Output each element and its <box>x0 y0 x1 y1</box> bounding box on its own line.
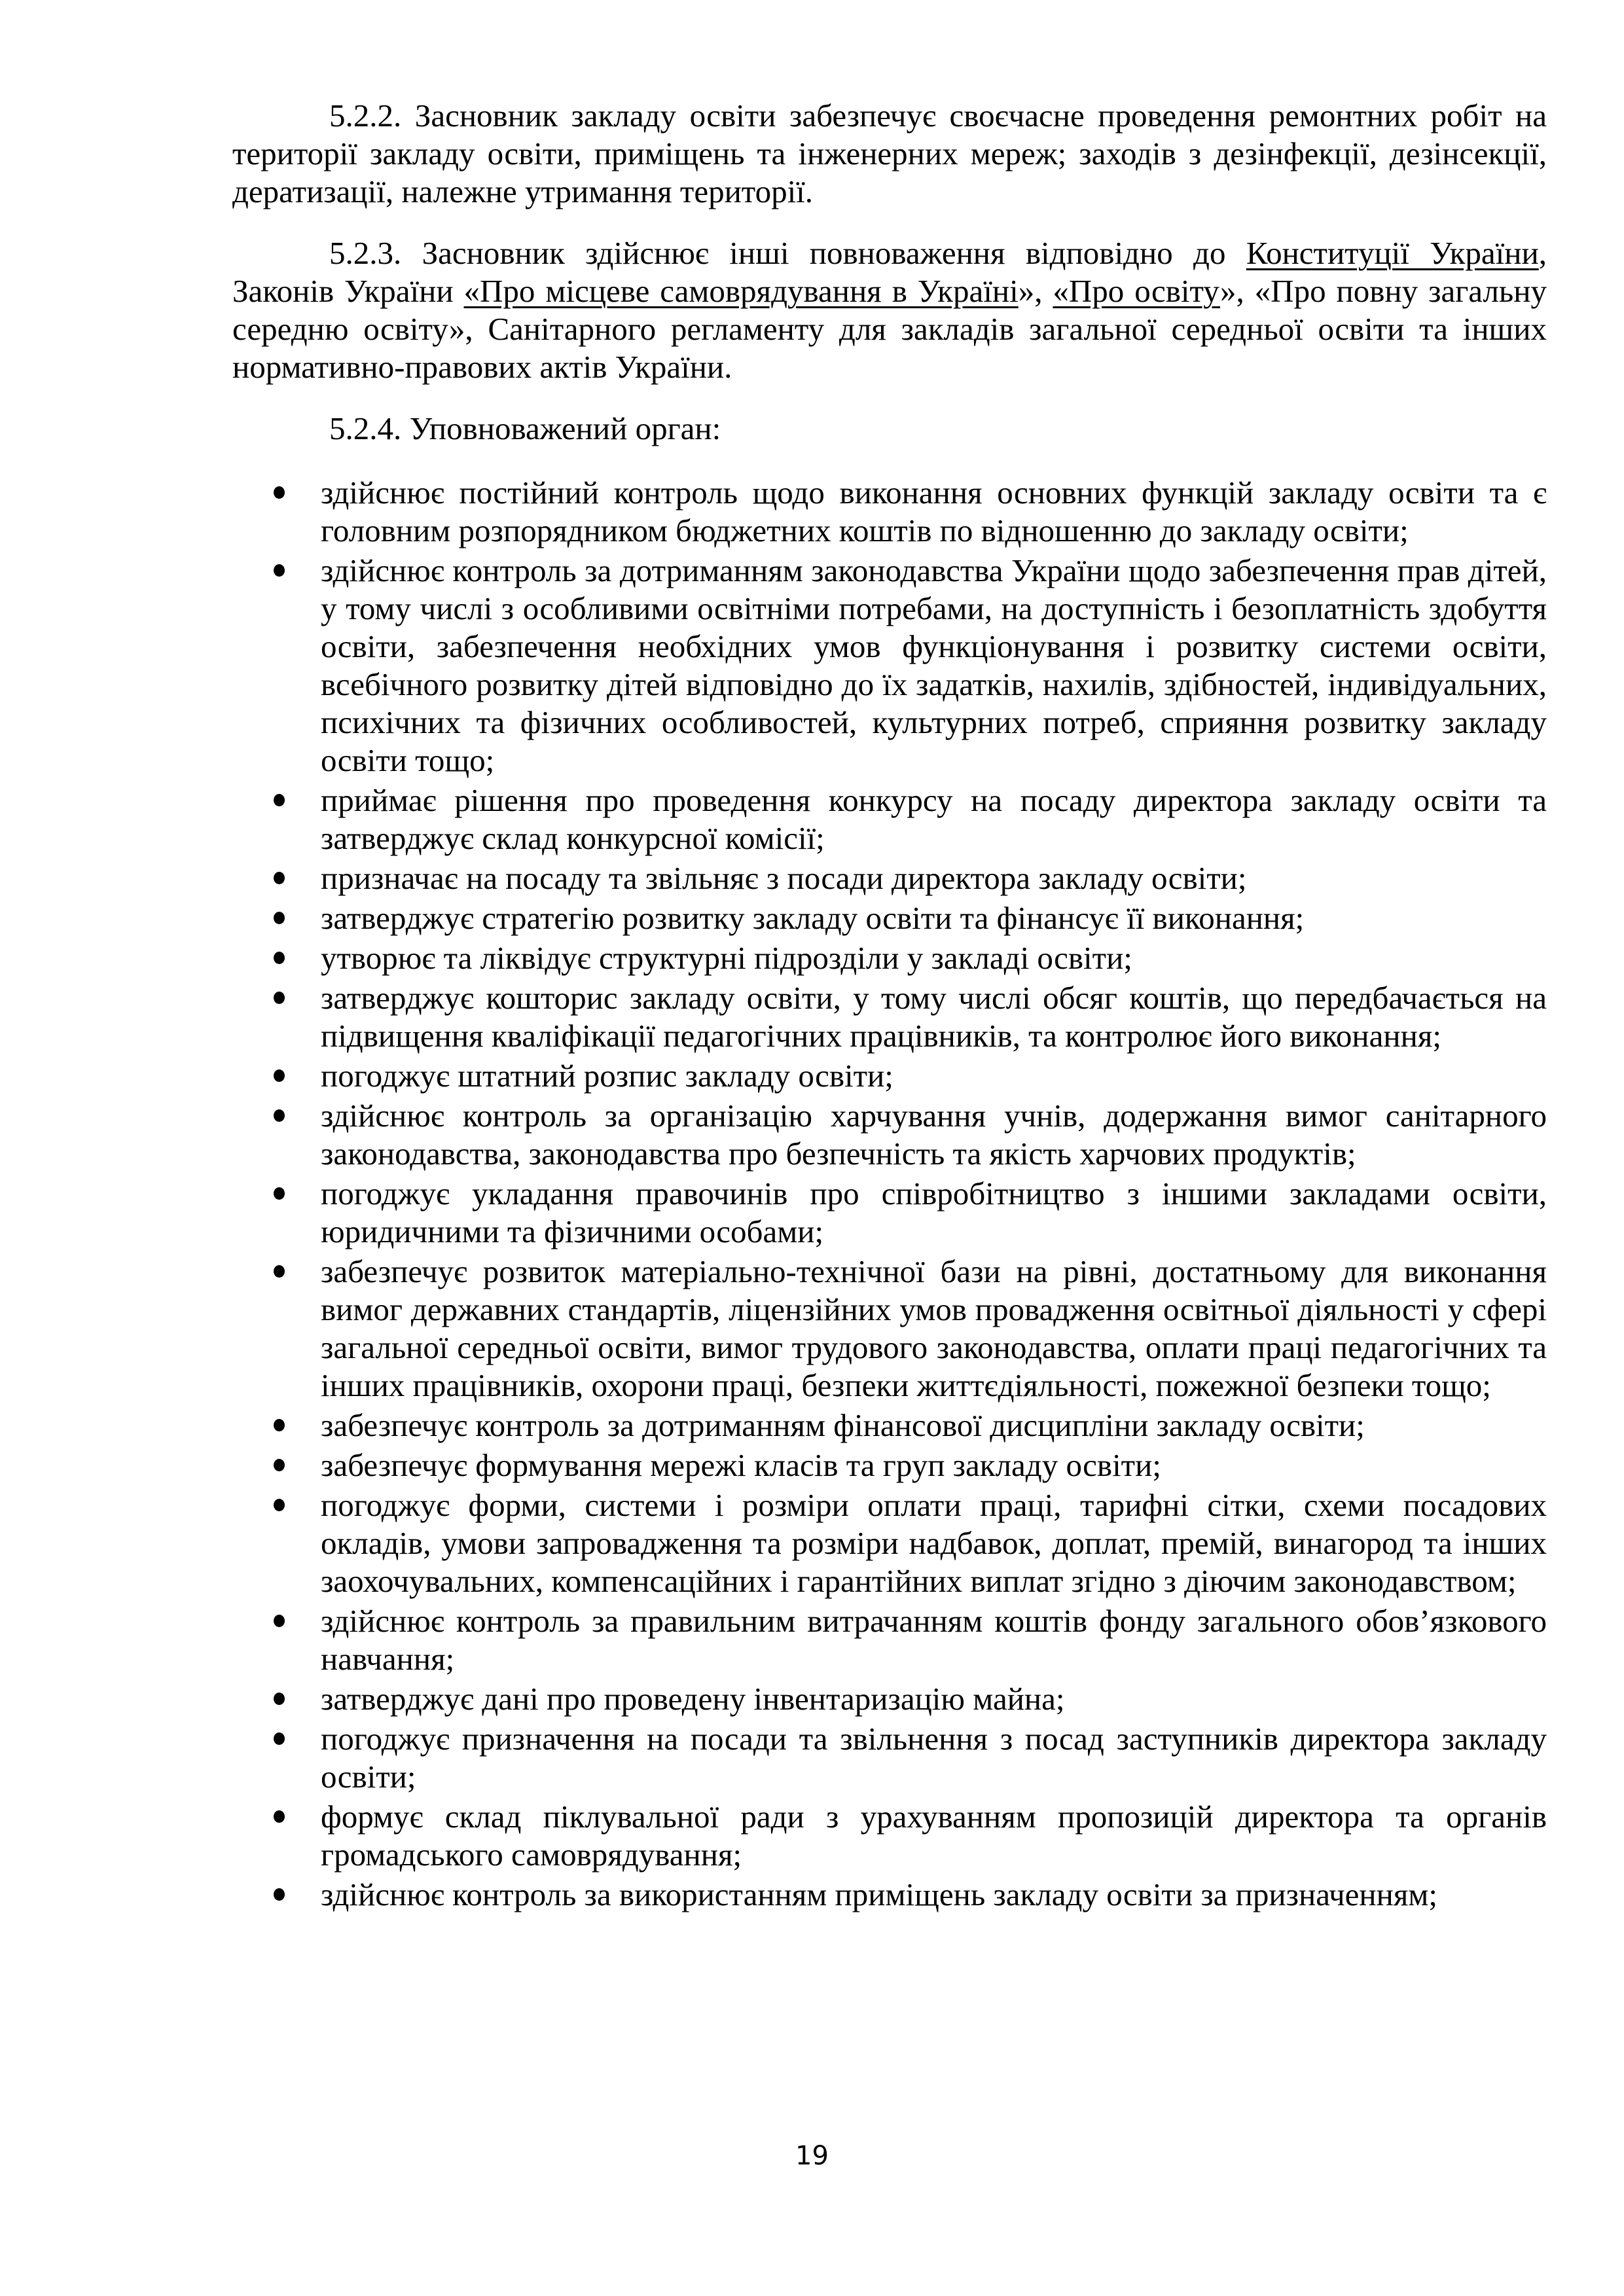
list-item <box>232 552 1547 780</box>
list-item-text: затверджує стратегію розвитку закладу освіти та фінансує її виконання; <box>321 900 1305 936</box>
bullet-icon <box>274 1888 285 1901</box>
bullet-icon <box>274 1615 285 1627</box>
list-item-text: здійснює контроль за дотриманням законодавства України щодо забезпечення прав дітей, у тому числі з особливими освітніми потребами, на доступність і безоплатність здобуття освіти, забезпечення необхідних умов функціонування і розвитку системи освіти, всебічного розвитку дітей відповідно до їх задатків, нахилів, здібностей, індивідуальних, психічних та фізичних особливостей, культурних потреб, сприяння розвитку закладу освіти тощо; <box>321 552 1547 778</box>
list-item-text: забезпечує формування мережі класів та груп закладу освіти; <box>321 1447 1161 1483</box>
list-item <box>232 859 1547 897</box>
list-item <box>232 1680 1547 1718</box>
bullet-icon <box>274 1109 285 1122</box>
paragraph-5-2-4-heading: 5.2.4. Уповноважений орган: <box>329 410 721 446</box>
link-law-on-education[interactable]: «Про освіту <box>1053 273 1220 309</box>
paragraph-5-2-3-text-1: 5.2.3. Засновник здійснює інші повноваження відповідно до <box>329 235 1246 271</box>
page-number: 19 <box>795 2141 829 2171</box>
list-item <box>232 1175 1547 1251</box>
bullet-icon <box>274 992 285 1004</box>
bullet-icon <box>274 912 285 924</box>
list-item-text: забезпечує розвиток матеріально-технічної бази на рівні, достатньому для виконання вимог державних стандартів, ліцензійних умов провадження освітньої діяльності у сфері загальної середньої освіти, вимог трудового законодавства, оплати праці педагогічних та інших працівників, охорони праці, безпеки життєдіяльності, пожежної безпеки тощо; <box>321 1253 1547 1403</box>
paragraph-5-2-3-text-4: », «Про повну загальну середню освіту», Санітарного регламенту для закладів загальної середньої освіти та інших нормативно-правових актів України. <box>232 273 1547 385</box>
list-item <box>232 1876 1547 1914</box>
bullet-icon <box>274 1499 285 1511</box>
list-item <box>232 474 1547 550</box>
list-item-text: забезпечує контроль за дотриманням фінансової дисципліни закладу освіти; <box>321 1407 1365 1443</box>
bullet-icon <box>274 1732 285 1745</box>
link-constitution-of-ukraine[interactable]: Конституції України <box>1246 235 1539 271</box>
list-item <box>232 1446 1547 1484</box>
list-item <box>232 1720 1547 1796</box>
list-item <box>232 1253 1547 1405</box>
list-item-text: погоджує штатний розпис закладу освіти; <box>321 1058 893 1094</box>
list-item <box>232 979 1547 1055</box>
list-item <box>232 1798 1547 1874</box>
list-item-text: формує склад піклувальної ради з урахуванням пропозицій директора та органів громадського самоврядування; <box>321 1799 1547 1873</box>
list-item <box>232 1097 1547 1173</box>
list-item-text: призначає на посаду та звільняє з посади директора закладу освіти; <box>321 860 1247 896</box>
list-item <box>232 1602 1547 1678</box>
list-item <box>232 1407 1547 1444</box>
list-item-text: погоджує форми, системи і розміри оплати праці, тарифні сітки, схеми посадових окладів, умови запровадження та розміри надбавок, доплат, премій, винагород та інших заохочувальних, компенсаційних і гарантійних виплат згідно з діючим законодавством; <box>321 1487 1547 1599</box>
bullet-icon <box>274 952 285 964</box>
list-item <box>232 1486 1547 1600</box>
list-item <box>232 1057 1547 1095</box>
paragraph-5-2-3 <box>232 234 1547 386</box>
bullet-icon <box>274 794 285 806</box>
bullet-icon <box>274 1265 285 1278</box>
bullet-icon <box>274 1069 285 1082</box>
list-item-text: затверджує дані про проведену інвентаризацію майна; <box>321 1681 1065 1717</box>
paragraph-5-2-3-text-2: , Законів України <box>232 235 1547 309</box>
list-item-text: утворює та ліквідує структурні підрозділи у закладі освіти; <box>321 940 1132 976</box>
list-item-text: приймає рішення про проведення конкурсу на посаду директора закладу освіти та затверджує склад конкурсної комісії; <box>321 782 1547 856</box>
list-item-text: затверджує кошторис закладу освіти, у тому числі обсяг коштів, що передбачається на підвищення кваліфікації педагогічних працівників, та контролює його виконання; <box>321 980 1547 1054</box>
list-item <box>232 939 1547 977</box>
page-content <box>232 97 1547 1916</box>
list-item-text: здійснює контроль за організацію харчування учнів, додержання вимог санітарного законодавства, законодавства про безпечність та якість харчових продуктів; <box>321 1098 1547 1172</box>
list-item-text: погоджує укладання правочинів про співробітництво з іншими закладами освіти, юридичними та фізичними особами; <box>321 1175 1547 1249</box>
list-item-text: здійснює контроль за використанням приміщень закладу освіти за призначенням; <box>321 1876 1437 1912</box>
bullet-icon <box>274 872 285 884</box>
bullet-icon <box>274 1459 285 1471</box>
authorized-body-powers-list <box>232 474 1547 1914</box>
bullet-icon <box>274 1419 285 1431</box>
bullet-icon <box>274 1693 285 1705</box>
list-item-text: здійснює постійний контроль щодо виконання основних функцій закладу освіти та є головним розпорядником бюджетних коштів по відношенню до закладу освіти; <box>321 475 1547 548</box>
bullet-icon <box>274 564 285 577</box>
list-item <box>232 781 1547 857</box>
link-law-local-self-government[interactable]: «Про місцеве самоврядування в Україні <box>463 273 1019 309</box>
list-item-text: здійснює контроль за правильним витрачанням коштів фонду загального обов’язкового навчання; <box>321 1603 1547 1677</box>
list-item-text: погоджує призначення на посади та звільнення з посад заступників директора закладу освіти; <box>321 1721 1547 1795</box>
bullet-icon <box>274 1187 285 1200</box>
bullet-icon <box>274 1810 285 1823</box>
list-item <box>232 899 1547 937</box>
bullet-icon <box>274 486 285 499</box>
paragraph-5-2-2: 5.2.2. Засновник закладу освіти забезпечує своєчасне проведення ремонтних робіт на території закладу освіти, приміщень та інженерних мереж; заходів з дезінфекції, дезінсекції, дератизації, належне утримання території. <box>232 98 1547 209</box>
paragraph-5-2-3-text-3: », <box>1018 273 1053 309</box>
